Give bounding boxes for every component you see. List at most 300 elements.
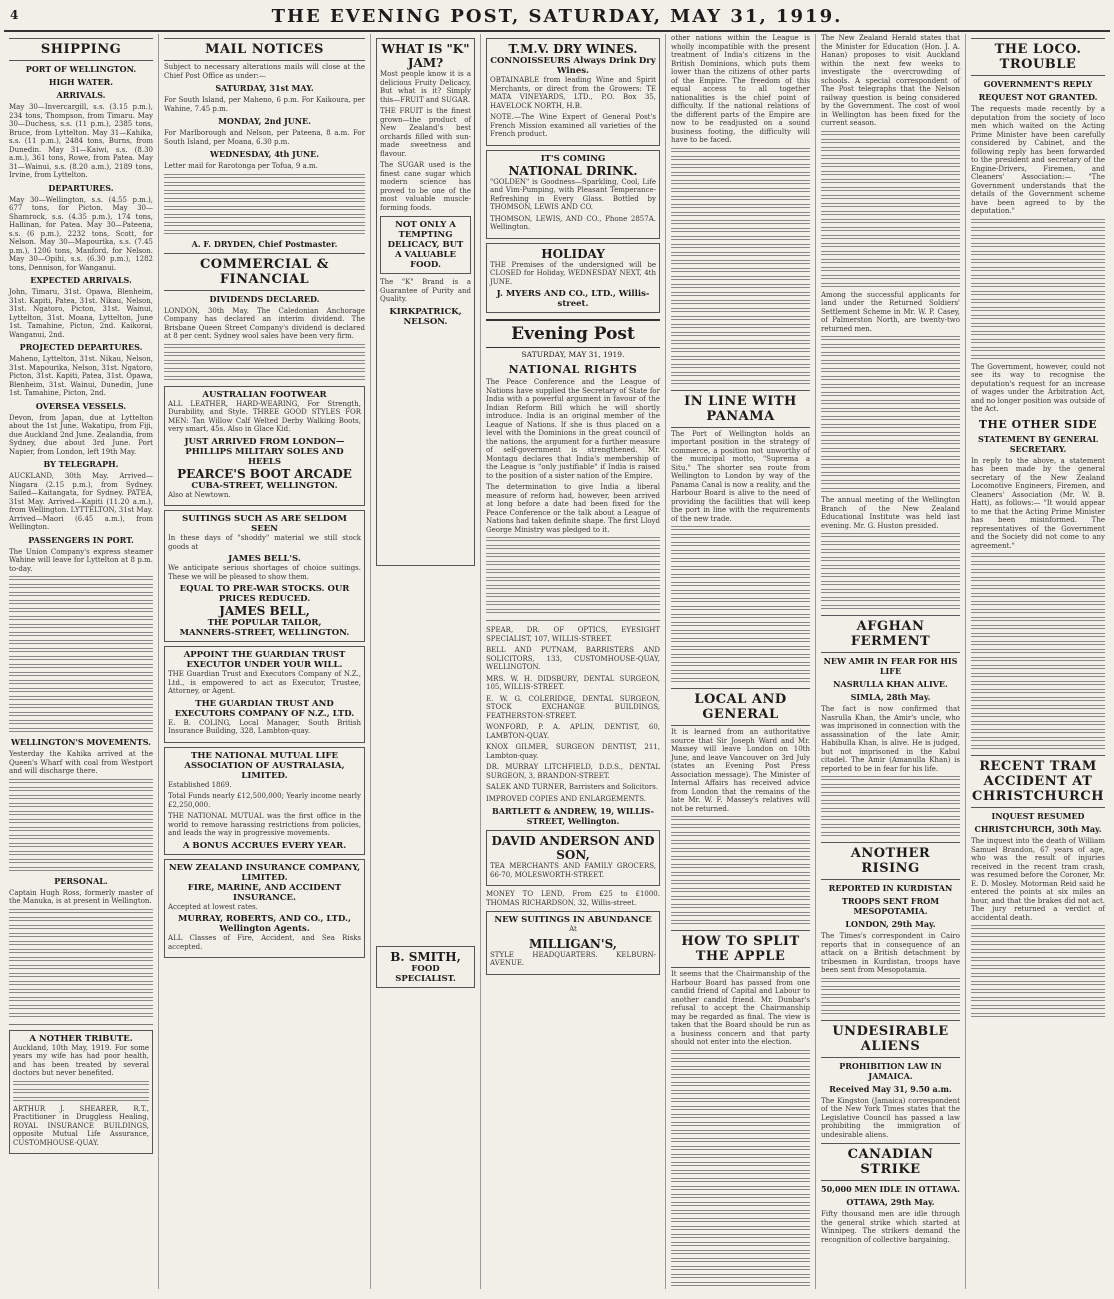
text-filler [164,206,365,212]
nz-insurance-heading: NEW ZEALAND INSURANCE COMPANY, LIMITED. [168,862,361,883]
text-filler [671,920,810,926]
text-filler [971,577,1105,583]
afghan-dateline: SIMLA, 28th May. [850,692,931,702]
text-filler [971,965,1105,971]
text-filler [971,275,1105,281]
text-filler [671,534,810,540]
equal-prewar: EQUAL TO PRE-WAR STOCKS. OUR PRICES REDUCED. [179,584,350,604]
text-filler [9,795,153,801]
tribute-signature: ARTHUR J. SHEARER, R.T., Practitioner in Druggless Healing, ROYAL INSURANCE BUILDINGS, opposite Mutual Life Assurance, CUSTOMHOUSE-QUAY. [13,1104,149,1147]
text-filler [971,1013,1105,1019]
undesirable-aliens-sub: PROHIBITION LAW IN JAMAICA. [839,1060,942,1081]
its-coming: IT'S COMING [540,153,606,164]
text-filler [9,688,153,694]
text-filler [671,380,810,386]
text-filler [671,364,810,370]
text-filler [671,252,810,258]
canadian-strike-sub: 50,000 MEN IDLE IN OTTAWA. [821,1184,960,1194]
newspaper-title: THE EVENING POST, SATURDAY, MAY 31, 1919. [271,6,843,27]
text-filler [971,925,1105,931]
guardian-heading: APPOINT THE GUARDIAN TRUST EXECUTOR UNDER YOUR WILL. [183,650,346,670]
local-general-heading: LOCAL AND GENERAL [671,688,810,726]
text-filler [821,565,960,571]
tribute-heading: A NOTHER TRIBUTE. [29,1033,133,1044]
money-to-lend-ad: MONEY TO LEND, From £25 to £1000. THOMAS RICHARDSON, 32, Willis-street. [486,890,660,907]
departures-heading: DEPARTURES. [48,182,114,193]
text-filler [671,816,810,822]
divider [9,1024,153,1025]
bell-putnam-ad: BELL AND PUTNAM, BARRISTERS AND SOLICITORS, 133, CUSTOMHOUSE-QUAY, WELLINGTON. [486,646,660,671]
david-anderson-name: DAVID ANDERSON AND SON, [491,834,655,862]
text-filler [971,299,1105,305]
text-filler [821,139,960,145]
loco-text-2: The Government, however, could not see its way to recognise the deputation's request for an increase of wages under the Arbitration Act, and no longer position was outside of the Act. [971,362,1105,413]
text-filler [671,212,810,218]
text-filler [9,672,153,678]
text-filler [9,965,153,971]
soldiers-settlement: Among the successful applicants for land under the Returned Soldiers' Settlement Scheme in Mr. W. P. Casey, of Palmerston North, are twenty-two returned men. [821,290,960,333]
text-filler [671,678,810,684]
text-filler [671,1186,810,1192]
another-rising-dateline: LONDON, 29th May. [845,919,936,929]
text-filler [9,803,153,809]
another-rising-sub: REPORTED IN KURDISTAN [828,883,953,893]
text-filler [821,259,960,265]
text-filler [971,235,1105,241]
column-news-3 [966,34,1110,1289]
text-filler [821,424,960,430]
text-filler [9,576,153,582]
guardian-company: THE GUARDIAN TRUST AND EXECUTORS COMPANY OF N.Z., LTD. [174,698,355,719]
national-mutual-est: Established 1869. [168,780,232,789]
text-filler [671,180,810,186]
text-filler [671,1106,810,1112]
text-filler [671,148,810,154]
text-filler [821,605,960,611]
text-filler [671,856,810,862]
nz-insurance-sub: FIRE, MARINE, AND ACCIDENT INSURANCE. [187,882,342,903]
text-filler [671,872,810,878]
text-filler [671,1114,810,1120]
text-filler [821,541,960,547]
text-filler [821,336,960,342]
canadian-strike-heading: CANADIAN STRIKE [821,1143,960,1181]
footwear-text: ALL LEATHER, HARD-WEARING, For Strength, Durability, and Style. THREE GOOD STYLES FOR MEN: Tan Willow Calf Welted Derby Walking Boots, very smart, 45s. Also in Glace Kid. [168,399,361,433]
text-filler [971,949,1105,955]
text-filler [671,662,810,668]
text-filler [971,585,1105,591]
text-filler [971,689,1105,695]
copies-ad: IMPROVED COPIES AND ENLARGEMENTS. [486,794,647,803]
tmv-ad [486,38,660,146]
text-filler [821,549,960,555]
text-filler [9,835,153,841]
smith-ad [376,946,475,988]
text-filler [671,1210,810,1216]
text-filler [821,147,960,153]
text-filler [671,582,810,588]
masthead [4,4,1110,32]
national-rights-text-2: The determination to give India a liberal measure of reform had, however, been arrived at long before a date had been fixed for the Peace Conference or the talk about a League of Nations had taken definite shape. The first Lloyd George Ministry was pledged to it. [486,483,660,534]
mail-wednesday: WEDNESDAY, 4th JUNE. [209,149,320,159]
holiday-firm: J. MYERS AND CO., LTD., Willis-street. [496,289,650,309]
text-filler [821,456,960,462]
text-filler [671,372,810,378]
text-filler [164,230,365,236]
text-filler [9,909,153,915]
another-rising-heading: ANOTHER RISING [821,842,960,880]
passengers-heading: PASSENGERS IN PORT. [28,534,134,545]
text-filler [821,597,960,603]
national-rights-heading: NATIONAL RIGHTS [508,363,638,376]
dividends-heading: DIVIDENDS DECLARED. [209,293,320,304]
text-filler [671,292,810,298]
loco-text: The requests made recently by a deputation from the society of loco men which waited on the Acting Prime Minister have been carefully considered by Cabinet, and the following reply has been forwarded to the president and secretary of the Engine-Drivers, Firemen, and Cleaners' Association:— "The Government understands that the details of the Government scheme have been agreed to by the deputation." [971,105,1105,215]
wellington-movements-heading: WELLINGTON'S MOVEMENTS. [11,737,151,747]
text-filler [821,211,960,217]
text-filler [971,227,1105,233]
text-filler [971,989,1105,995]
text-filler [971,713,1105,719]
another-rising-text: The Times's correspondent in Cairo reports that in consequence of an attack on a British detachment by tribesmen in Kurdistan, troops have been sent from Mesopotamia. [821,932,960,974]
local-general-text: It is learned from an authoritative source that Sir Joseph Ward and Mr. Massey will leave London on 10th June, and leave Vancouver on 3rd July (states an Evening Post Press Association message). The Minister of Internal Affairs has received advice from London that the remains of the late Mr. W. F. Massey's relatives will not be returned. [671,728,810,813]
text-filler [671,1138,810,1144]
bonus-line: A BONUS ACCRUES EVERY YEAR. [182,840,347,851]
text-filler [671,156,810,162]
local-continued: The New Zealand Herald states that the Minister for Education (Hon. J. A. Hanan) proposes to visit Auckland within the next few weeks to investigate the overcrowding of schools. A special correspondent of The Post telegraphs that the Nelson railway question is being considered by the Government. The cost of wool in Wellington has been fixed for the current season. [821,34,960,127]
text-filler [821,573,960,579]
kjam-ad [376,38,475,566]
text-filler [671,670,810,676]
text-filler [671,268,810,274]
text-filler [671,1218,810,1224]
david-anderson-sub: TEA MERCHANTS AND FAMILY GROCERS, 66-70, MOLESWORTH-STREET. [490,862,656,879]
afghan-heading: AFGHAN FERMENT [821,615,960,653]
text-filler [671,1170,810,1176]
text-filler [971,283,1105,289]
kjam-heading: WHAT IS "K" JAM? [381,42,470,70]
text-filler [671,598,810,604]
text-filler [9,981,153,987]
text-filler [9,989,153,995]
national-mutual-funds: Total Funds nearly £12,500,000; Yearly income nearly £2,250,000. [168,792,361,809]
mail-notices-heading: MAIL NOTICES [164,38,365,61]
postmaster-signature: A. F. DRYDEN, Chief Postmaster. [191,238,338,249]
text-filler [821,480,960,486]
text-filler [9,584,153,590]
text-filler [671,1058,810,1064]
david-anderson-ad [486,830,660,886]
text-filler [971,601,1105,607]
editorial-continued: other nations within the League is wholly incompatible with the present treatment of India's citizens in the British Dominions, which puts them lower than the citizens of other parts of the Empire. The freedom of this equal access to all together nationalities is the chief point of difficulty. If the national relations of the different parts of the Empire are now to be readjusted on a sound business footing, the difficulty will have to be faced. [671,34,810,144]
panama-text: The Port of Wellington holds an important position in the strategy of commerce, a position not unworthy of the municipal motto, "Suprema a Situ." The shorter sea route from Wellington to London by way of the Panama Canal is now a reality, and the Harbour Board is alive to the need of providing the facilities that will keep the port in line with the requirements of the new trade. [671,429,810,523]
text-filler [821,986,960,992]
text-filler [821,472,960,478]
by-telegraph-heading: BY TELEGRAPH. [43,459,119,469]
text-filler [971,219,1105,225]
text-filler [821,283,960,289]
national-drink-heading: NATIONAL DRINK. [508,163,638,178]
another-rising-sub-2: TROOPS SENT FROM MESOPOTAMIA. [841,896,940,916]
text-filler [821,488,960,494]
guardian-trust-ad [164,646,365,743]
text-filler [971,355,1105,361]
other-side-sub: STATEMENT BY GENERAL SECRETARY. [977,433,1099,454]
shipping-heading: SHIPPING [9,38,153,61]
text-filler [971,657,1105,663]
text-filler [971,617,1105,623]
text-filler [971,745,1105,751]
arrivals-text: May 30—Invercargill, s.s. (3.15 p.m.), 234 tons, Thompson, from Timaru. May 30—Duchess, s.s. (11 p.m.), 2385 tons, Bruce, from Lyttelton. May 31—Kahika, s.s. (11 p.m.), 2484 tons, Burns, from Dunedin. May 31—Kaiwi, s.s. (8.30 a.m.), 361 tons, Rowe, from Patea. May 31—Wainui, s.s. (8.20 a.m.), 2189 tons, Irvine, from Lyttelton. [9,103,153,179]
text-filler [671,864,810,870]
text-filler [971,339,1105,345]
text-filler [671,1130,810,1136]
text-filler [671,1090,810,1096]
text-filler [821,251,960,257]
text-filler [671,606,810,612]
accident-dateline: CHRISTCHURCH, 30th May. [974,824,1102,834]
text-filler [9,632,153,638]
pearces-boot-arcade: PEARCE'S BOOT ARCADE [177,466,352,481]
undesirable-aliens-dateline: Received May 31, 9.50 a.m. [829,1083,952,1094]
text-filler [9,680,153,686]
text-filler [671,590,810,596]
text-filler [164,182,365,188]
national-drink-ad [486,150,660,239]
text-filler [671,630,810,636]
text-filler [821,824,960,830]
kjam-text-1: Most people know it is a delicious Fruity Delicacy. But what is it? Simply this—FRUIT and SUGAR. [380,70,471,104]
text-filler [671,1154,810,1160]
text-filler [9,779,153,785]
national-rights-text: The Peace Conference and the League of Nations have supplied the Secretary of State for India with a powerful argument in favour of the Indian Reform Bill which he will shortly introduce. India is an original member of the League of Nations. If she is thus placed on a level with the Dominions in the great council of the nations, the argument for a further measure of self-government is strengthened. Mr. Montagu declares that India's membership of the League is "only justifiable" if India is raised to the position of a sister nation of the Empire. [486,378,660,480]
text-filler [971,315,1105,321]
food-specialist: FOOD SPECIALIST. [395,964,456,984]
passengers-text: The Union Company's express steamer Wahine will leave for Lyttelton at 8 p.m. to-day. [9,547,153,573]
text-filler [9,957,153,963]
text-filler [821,792,960,798]
guardian-manager: E. B. COLING, Local Manager, South British Insurance Building, 328, Lambton-quay. [168,718,361,735]
text-filler [821,235,960,241]
text-filler [971,553,1105,559]
afghan-sub: NEW AMIR IN FEAR FOR HIS LIFE [823,656,958,676]
personal-text: Captain Hugh Ross, formerly master of the Manuka, is at present in Wellington. [9,888,153,905]
text-filler [671,832,810,838]
text-filler [821,448,960,454]
text-filler [671,1234,810,1240]
text-filler [971,981,1105,987]
text-filler [9,827,153,833]
text-filler [821,195,960,201]
footwear-heading: AUSTRALIAN FOOTWEAR [202,389,327,400]
text-filler [9,696,153,702]
text-filler [9,1013,153,1019]
divider [486,620,660,621]
page-number: 4 [10,8,19,22]
text-filler [671,204,810,210]
editorial-date: SATURDAY, MAY 31, 1919. [521,350,625,359]
text-filler [971,267,1105,273]
text-filler [971,323,1105,329]
text-filler [821,384,960,390]
text-filler [9,592,153,598]
holiday-ad [486,243,660,314]
text-filler [971,737,1105,743]
milligans-name: MILLIGAN'S, [528,936,617,951]
text-filler [971,593,1105,599]
text-filler [971,665,1105,671]
text-filler [821,352,960,358]
mail-intro: Subject to necessary alterations mails will close at the Chief Post Office as under:— [164,63,365,80]
departures-text: May 30—Wellington, s.s. (4.55 p.m.), 677 tons, for Picton. May 30—Shamrock, s.s. (4.35 p.m.), 174 tons, Hallinan, for Patea. May 30—Pateena, s.s. (6 p.m.), 2232 tons, Scott, for Nelson. May 30—Mapourika, s.s. (7.45 p.m.), 1206 tons, Manford, for Nelson. May 30—Opihi, s.s. (6.30 p.m.), 1282 tons, Dennison, for Wanganui. [9,195,153,272]
text-filler [971,1005,1105,1011]
text-filler [9,616,153,622]
text-filler [671,244,810,250]
text-filler [671,1282,810,1288]
text-filler [971,307,1105,313]
text-filler [671,188,810,194]
james-bell-address: MANNERS-STREET, WELLINGTON. [179,628,350,638]
text-filler [671,1242,810,1248]
text-filler [971,561,1105,567]
split-apple-text: It seems that the Chairmanship of the Harbour Board has passed from one candid friend of Capital and Labour to another candid friend. Mr. Dunbar's refusal to accept the Chairmanship may be regarded as final. The view is taken that the Board should be run as a business concern and that party should not enter into the election. [671,970,810,1046]
text-filler [671,276,810,282]
text-filler [821,376,960,382]
popular-tailor: THE POPULAR TAILOR, [207,618,322,628]
text-filler [164,376,365,382]
text-filler [9,843,153,849]
text-filler [821,344,960,350]
afghan-text: The fact is now confirmed that Nasrulla Khan, the Amir's uncle, who was imprisoned in connection with the assassination of the late Amir, Habibulla Khan, is alive. He is judged, but not imprisoned in the Kabul citadel. The Amir (Amanulla Khan) is reported to be in fear for his life. [821,705,960,773]
text-filler [821,440,960,446]
dividends-text: LONDON, 30th May. The Caledonian Anchorage Company has declared an interim dividend. The Brisbane Queen Street Company's dividend is declared at 8 per cent. Sydney wool sales have been very firm. [164,306,365,340]
undesirable-aliens-heading: UNDESIRABLE ALIENS [821,1020,960,1058]
text-filler [9,851,153,857]
commercial-heading: COMMERCIAL & FINANCIAL [164,253,365,291]
text-filler [671,332,810,338]
text-filler [821,832,960,838]
didsbury-ad: MRS. W. H. DIDSBURY, DENTAL SURGEON, 105, WILLIS-STREET. [486,674,660,691]
mail-text-1: For South Island, per Maheno, 6 p.m. For Kaikoura, per Wahine, 7.45 p.m. [164,96,365,113]
arrivals-heading: ARRIVALS. [56,90,106,100]
james-bells-text: We anticipate serious shortages of choice suitings. These we will be pleased to show them. [168,564,361,581]
text-filler [821,219,960,225]
text-filler [821,432,960,438]
text-filler [671,1202,810,1208]
afghan-sub-2: NASRULLA KHAN ALIVE. [833,679,948,689]
text-filler [821,1010,960,1016]
text-filler [671,300,810,306]
text-filler [671,638,810,644]
milligans-address: STYLE HEADQUARTERS. KELBURN-AVENUE. [490,950,656,967]
national-mutual-ad [164,747,365,855]
text-filler [821,155,960,161]
other-side-heading: THE OTHER SIDE [978,417,1098,431]
text-filler [971,625,1105,631]
text-filler [9,648,153,654]
text-filler [671,1098,810,1104]
text-filler [821,994,960,1000]
oversea-vessels-text: Devon, from Japan, due at Lyttelton about the 1st June. Wakatipu, from Fiji, due Auckland 2nd June. Zealandia, from Sydney, due about 3rd June. Port Napier, from London, left 19th May. [9,413,153,456]
kjam-text-2: THE FRUIT is the finest grown—the product of New Zealand's best orchards filled with sun-made sweetness and flavour. [380,107,471,158]
text-filler [971,997,1105,1003]
text-filler [821,800,960,806]
column-kjam [371,34,481,1289]
text-filler [821,187,960,193]
text-filler [971,957,1105,963]
undesirable-aliens-text: The Kingston (Jamaica) correspondent of the New York Times states that the Legislative Council has passed a law prohibiting the immigration of undesirable aliens. [821,1096,960,1139]
tmv-sub: CONNOISSEURS Always Drink Dry Wines. [490,56,656,76]
text-filler [821,227,960,233]
text-filler [671,614,810,620]
text-filler [164,214,365,220]
litchfield-ad: DR. MURRAY LITCHFIELD, D.D.S., DENTAL SURGEON, 3, BRANDON-STREET. [486,763,660,780]
suitings-text: In these days of "shoddy" material we still stock goods at [168,534,361,551]
text-filler [9,917,153,923]
text-filler [9,941,153,947]
text-filler [671,1258,810,1264]
text-filler [671,1074,810,1080]
text-filler [486,577,660,583]
murray-roberts: MURRAY, ROBERTS, AND CO., LTD., Wellington Agents. [178,914,351,934]
text-filler [971,291,1105,297]
text-filler [821,978,960,984]
salek-turner-ad: SALEK AND TURNER, Barristers and Solicitors. [486,783,659,791]
mail-text-3: Letter mail for Rarotonga per Tofua, 9 a.m. [164,162,318,170]
text-filler [164,368,365,374]
text-filler [164,344,365,350]
text-filler [821,533,960,539]
mail-saturday: SATURDAY, 31st MAY. [215,83,314,93]
text-filler [821,416,960,422]
national-mutual-heading: THE NATIONAL MUTUAL LIFE ASSOCIATION OF AUSTRALASIA, LIMITED. [184,750,345,781]
text-filler [671,228,810,234]
text-filler [164,190,365,196]
text-filler [486,585,660,591]
text-filler [671,646,810,652]
kirkpatrick: KIRKPATRICK, NELSON. [389,306,462,327]
mail-text-2: For Marlborough and Nelson, per Pateena, 8 a.m. For South Island, per Moana, 6.30 p.m. [164,129,365,146]
text-filler [9,811,153,817]
educational-institute: The annual meeting of the Wellington Branch of the New Zealand Educational Institute was held last evening. Mr. G. Huston presided. [821,496,960,530]
text-filler [821,360,960,366]
projected-departures-text: Maheno, Lyttelton, 31st. Nikau, Nelson, 31st. Mapourika, Nelson, 31st. Ngatoro, Picton, 31st. Kapiti, Patea, 31st. Opawa, Blenheim, 31st. Wainui, Dunedin, June 1st. Tamahine, Picton, 2nd. [9,355,153,397]
text-filler [971,243,1105,249]
text-filler [971,973,1105,979]
coleridge-ad: E. W. G. COLERIDGE, DENTAL SURGEON, STOCK EXCHANGE BUILDINGS, FEATHERSTON-STREET. [486,694,660,720]
text-filler [971,649,1105,655]
projected-departures-heading: PROJECTED DEPARTURES. [19,342,143,352]
text-filler [821,464,960,470]
text-filler [671,316,810,322]
text-filler [671,172,810,178]
holiday-text: THE Premises of the undersigned will be CLOSED for Holiday, WEDNESDAY NEXT, 4th JUNE. [490,260,656,286]
text-filler [671,1146,810,1152]
text-filler [971,331,1105,337]
milligans-at: At [569,925,577,933]
text-filler [671,558,810,564]
panama-heading: IN LINE WITH PANAMA [671,390,810,428]
text-filler [671,848,810,854]
text-filler [9,624,153,630]
text-filler [9,720,153,726]
text-filler [821,275,960,281]
text-filler [971,933,1105,939]
column-news-1 [666,34,816,1289]
text-filler [671,1194,810,1200]
text-filler [821,808,960,814]
canadian-strike-text: Fifty thousand men are idle through the general strike which started at Winnipeg. The strikers demand the recognition of collective bargaining. [821,1210,960,1244]
